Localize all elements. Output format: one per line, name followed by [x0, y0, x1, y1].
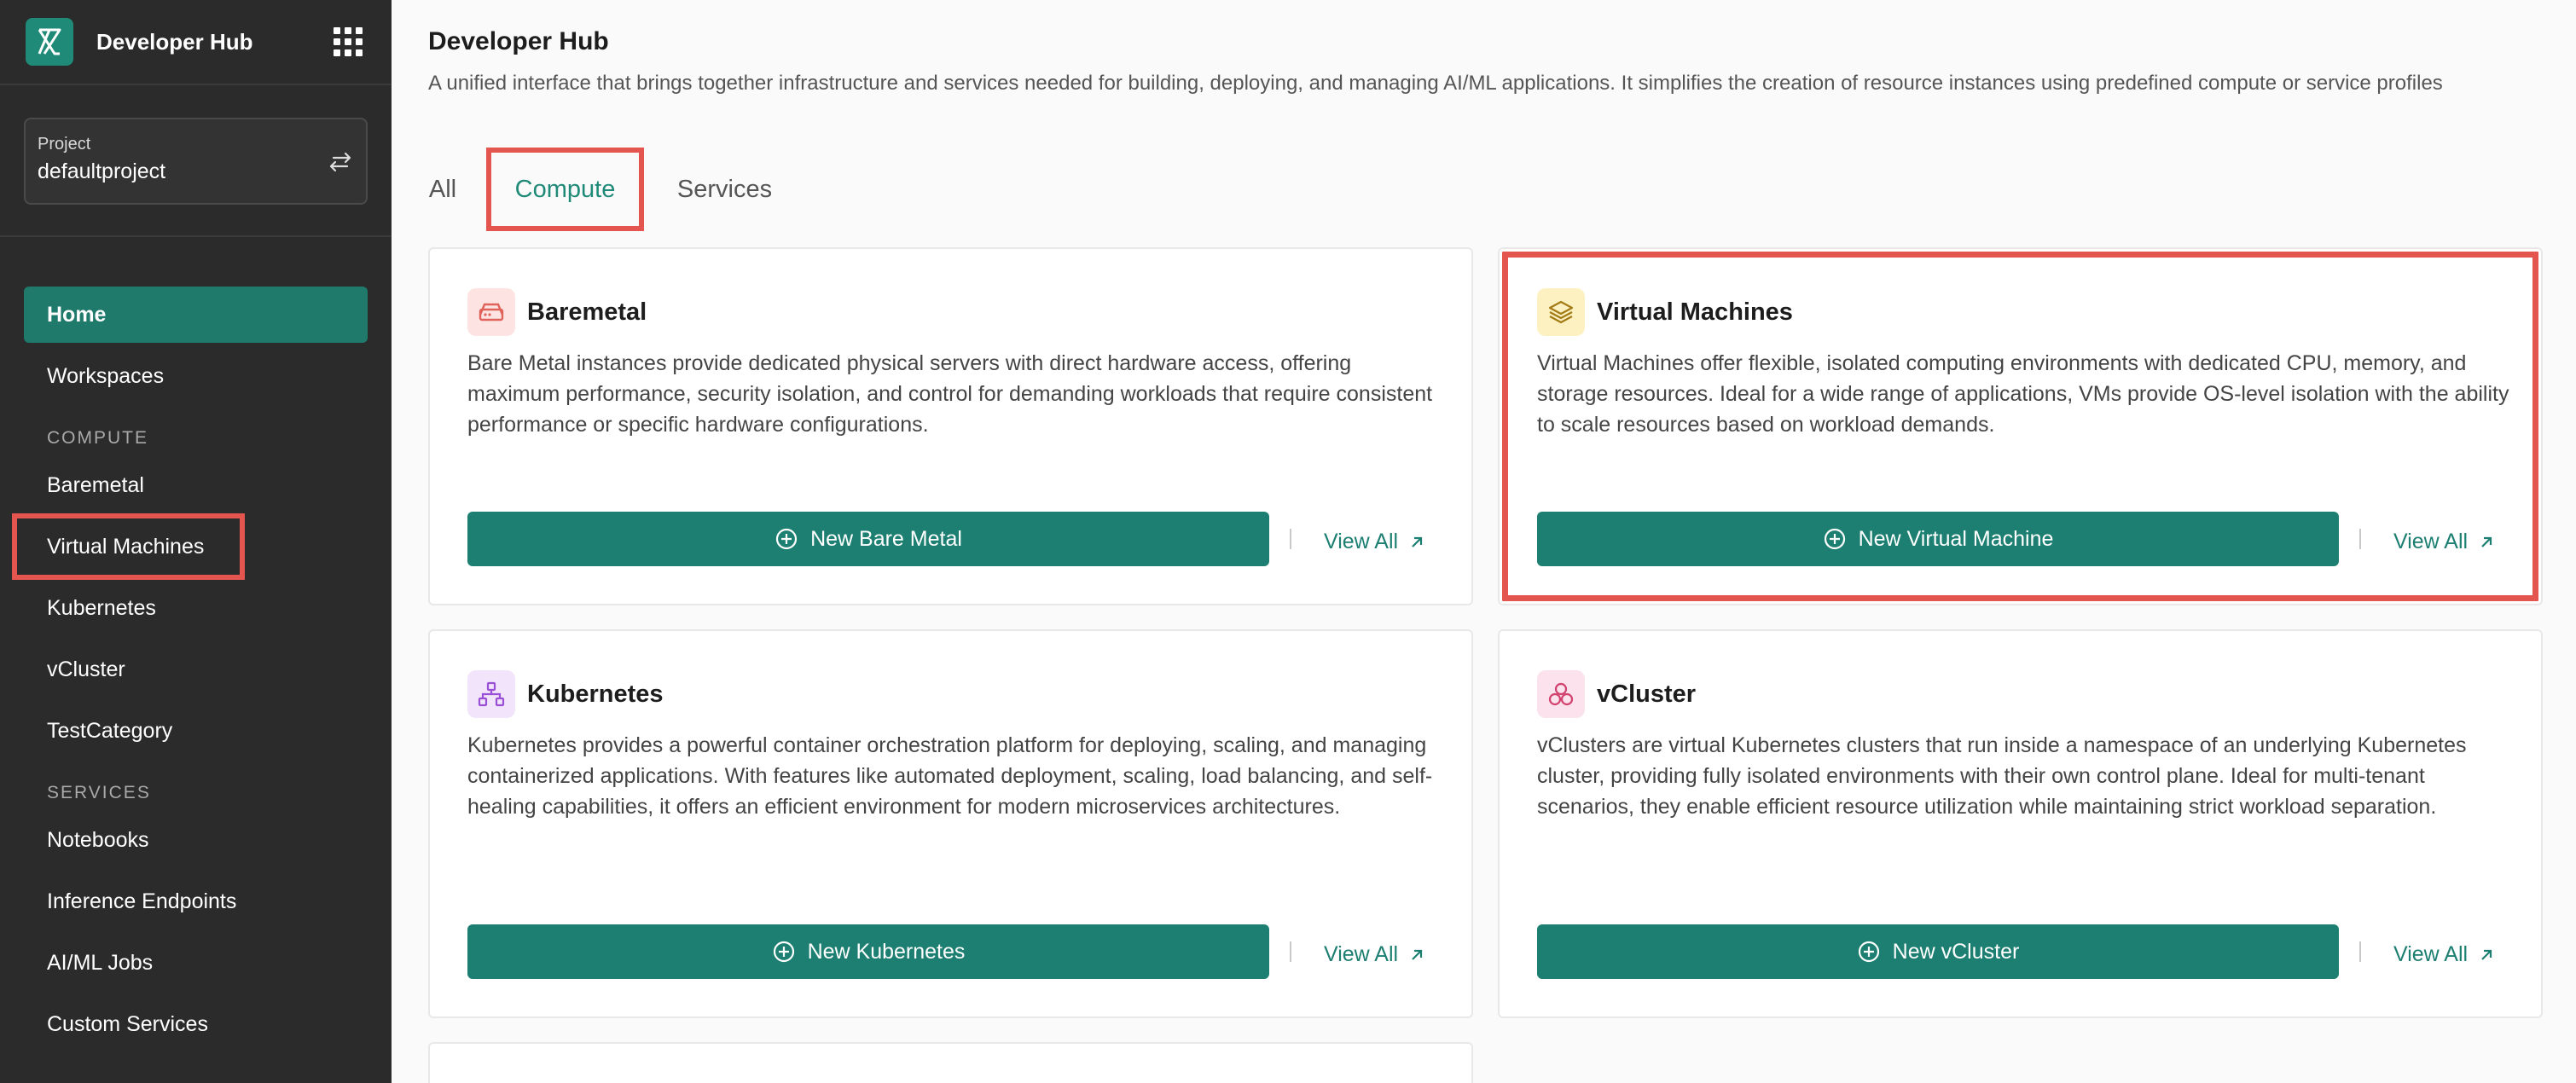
page-title: Developer Hub [428, 27, 609, 55]
layers-icon [1537, 288, 1585, 336]
plus-circle-icon [772, 940, 796, 964]
sidebar-item-baremetal[interactable]: Baremetal [47, 472, 144, 497]
project-value: defaultproject [38, 159, 166, 183]
sidebar-item-inference-endpoints[interactable]: Inference Endpoints [47, 889, 237, 913]
plus-circle-icon [1857, 940, 1881, 964]
new-virtual-machine-button[interactable] [1537, 512, 2339, 566]
card-title: Kubernetes [527, 680, 664, 708]
cubes-icon [1537, 670, 1585, 718]
arrow-up-right-icon [1408, 534, 1425, 551]
card-description: Virtual Machines offer flexible, isolated computing environments with dedicated CPU, memory, and storage resources. Ideal for a wide range of applications, VMs provide OS-level isolation with the ability to scale resources based on workload demands. [1537, 351, 2509, 437]
card-kubernetes [428, 629, 1473, 1018]
arrow-up-right-icon [2478, 534, 2495, 551]
card-header [467, 288, 647, 336]
divider [1290, 941, 1291, 962]
sidebar-item-vcluster[interactable]: vCluster [47, 657, 125, 681]
sidebar-section-compute: COMPUTE [47, 428, 148, 448]
sidebar-item-testcategory[interactable]: TestCategory [47, 718, 173, 743]
sidebar-item-kubernetes[interactable]: Kubernetes [47, 595, 156, 620]
divider [2359, 941, 2361, 962]
card-baremetal [428, 247, 1473, 605]
card-description: Kubernetes provides a powerful container orchestration platform for deploying, scaling, and managing containerized applications. With features like automated deployment, scaling, load balancing, and self-healing capabilities, it offers an efficient environment for modern microservices architectures. [467, 733, 1433, 819]
view-all-link[interactable] [2393, 942, 2495, 967]
card-header [1537, 288, 1793, 336]
plus-circle-icon [775, 527, 798, 551]
sidebar-nav [0, 237, 392, 1052]
button-label: New vCluster [1892, 939, 2020, 964]
sidebar-item-notebooks[interactable]: Notebooks [47, 827, 149, 852]
apps-grid-icon[interactable] [334, 27, 363, 56]
card-title: Baremetal [527, 298, 647, 326]
card-title: Virtual Machines [1597, 298, 1793, 326]
page-description: A unified interface that brings together infrastructure and services needed for building, deploying, and managing AI/ML applications. It simplifies the creation of resource instances using predefined compute or service profiles [428, 72, 2443, 95]
tab-all[interactable]: All [428, 175, 457, 203]
sidebar [0, 0, 392, 1083]
divider [2359, 529, 2361, 549]
link-label: View All [2393, 942, 2469, 966]
project-switcher[interactable] [24, 118, 368, 205]
swap-icon[interactable] [327, 148, 354, 176]
app-name: Developer Hub [96, 28, 253, 55]
view-all-link[interactable] [1324, 942, 1425, 967]
card-description: Bare Metal instances provide dedicated physical servers with direct hardware access, offering maximum performance, security isolation, and control for demanding workloads that require consistent performance or specific hardware configurations. [467, 351, 1433, 437]
brand-bar [0, 0, 392, 85]
card-vcluster [1498, 629, 2543, 1018]
card-description: vClusters are virtual Kubernetes clusters that run inside a namespace of an underlying Kubernetes cluster, providing fully isolated environments with their own control plane. Ideal for multi-tenant scenarios, they enable efficient resource utilization while maintaining strict workload separation. [1537, 733, 2467, 819]
link-label: View All [2393, 530, 2469, 553]
server-icon [467, 288, 515, 336]
tab-compute[interactable]: Compute [489, 150, 641, 229]
project-label: Project [38, 135, 91, 153]
view-all-link[interactable] [2393, 530, 2495, 554]
arrow-up-right-icon [2478, 947, 2495, 964]
plus-circle-icon [1823, 527, 1847, 551]
new-bare-metal-button[interactable] [467, 512, 1269, 566]
view-all-link[interactable] [1324, 530, 1425, 554]
sidebar-item-aiml-jobs[interactable]: AI/ML Jobs [47, 950, 154, 975]
card-header [1537, 670, 1696, 718]
sidebar-item-home[interactable]: Home [24, 287, 368, 343]
card-partial [428, 1042, 1473, 1083]
card-virtual-machines [1498, 247, 2543, 605]
link-label: View All [1324, 530, 1399, 553]
sidebar-section-services: SERVICES [47, 783, 151, 802]
button-label: New Kubernetes [807, 939, 966, 964]
sidebar-item-virtual-machines[interactable]: Virtual Machines [17, 518, 240, 575]
sidebar-item-workspaces[interactable]: Workspaces [47, 363, 165, 388]
card-title: vCluster [1597, 680, 1697, 708]
sidebar-item-custom-services[interactable]: Custom Services [47, 1011, 208, 1036]
main-content [392, 0, 2576, 1083]
arrow-up-right-icon [1408, 947, 1425, 964]
app-logo-icon[interactable] [26, 18, 73, 66]
button-label: New Bare Metal [810, 526, 962, 551]
divider [1290, 529, 1291, 549]
card-header [467, 670, 664, 718]
link-label: View All [1324, 942, 1399, 966]
network-icon [467, 670, 515, 718]
button-label: New Virtual Machine [1858, 526, 2054, 551]
tab-services[interactable]: Services [676, 175, 773, 203]
new-kubernetes-button[interactable] [467, 924, 1269, 979]
new-vcluster-button[interactable] [1537, 924, 2339, 979]
